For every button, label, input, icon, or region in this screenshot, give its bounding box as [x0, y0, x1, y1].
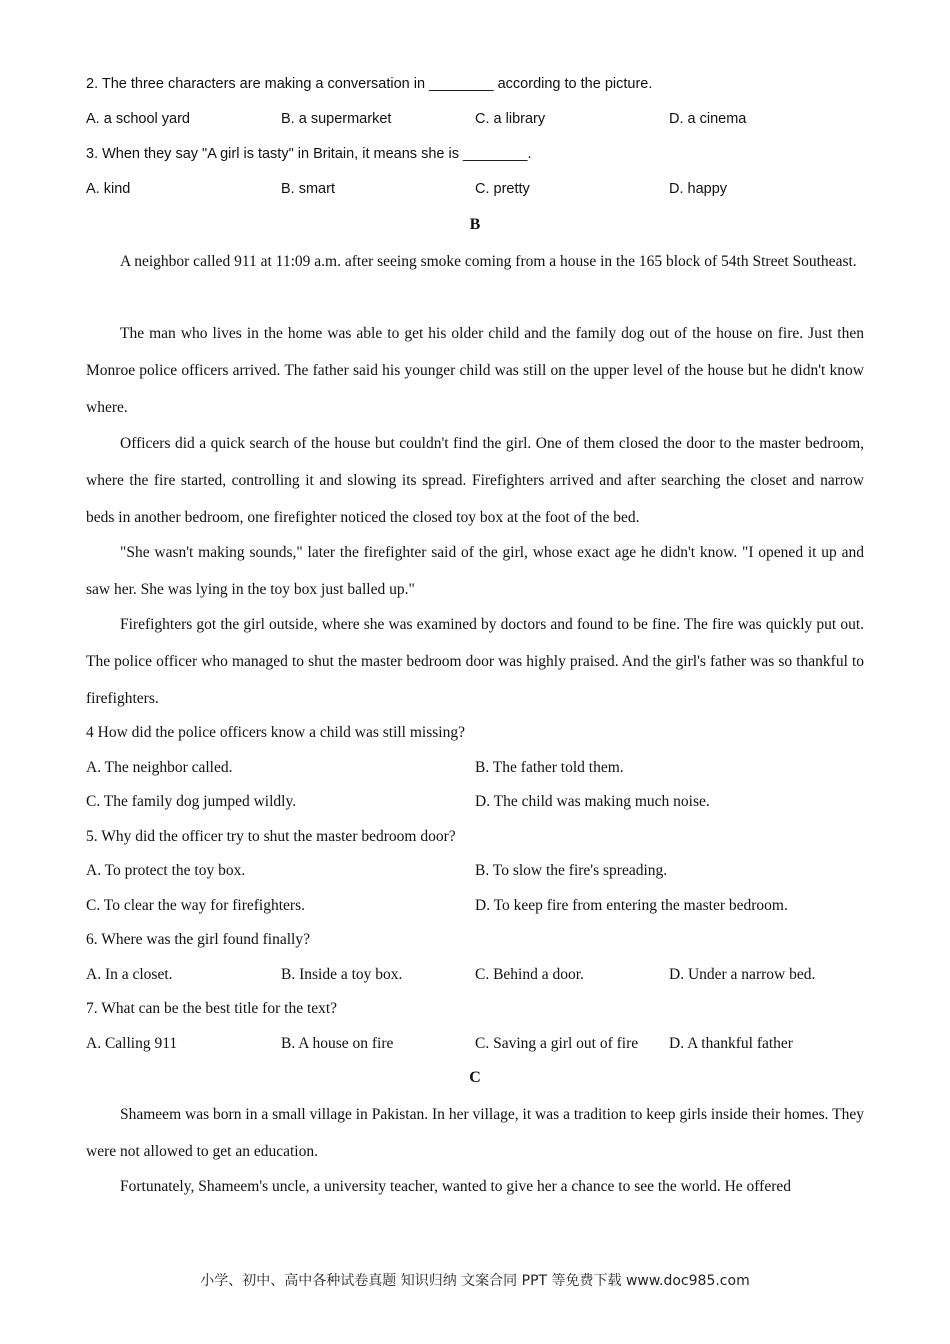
question-3-option-d: D. happy	[669, 181, 728, 197]
question-2-stem: 2. The three characters are making a conversation in ________ according to the picture.	[86, 76, 653, 92]
page-footer: 小学、初中、高中各种试卷真题 知识归纳 文案合同 PPT 等免费下载 www.doc985.com	[200, 1273, 750, 1289]
question-3-option-a: A. kind	[86, 181, 131, 197]
section-b-paragraph-4: "She wasn't making sounds," later the firefighter said of the girl, whose exact age he didn't know. "I opened it up and saw her. She was lying in the toy box just balled up."	[86, 544, 864, 598]
question-5-option-d: D. To keep fire from entering the master bedroom.	[475, 897, 788, 914]
section-c-paragraph-1: Shameem was born in a small village in Pakistan. In her village, it was a tradition to keep girls inside their homes. They were not allowed to get an education.	[86, 1106, 864, 1160]
question-6-stem: 6. Where was the girl found finally?	[86, 931, 310, 948]
section-b-paragraph-1: A neighbor called 911 at 11:09 a.m. after seeing smoke coming from a house in the 165 block of 54th Street Southeast.	[120, 253, 857, 270]
section-c-paragraph-2: Fortunately, Shameem's uncle, a university teacher, wanted to give her a chance to see the world. He offered	[120, 1178, 792, 1195]
question-2-option-a: A. a school yard	[86, 111, 190, 127]
section-c-heading: C	[469, 1069, 481, 1086]
question-4-stem: 4 How did the police officers know a child was still missing?	[86, 724, 465, 741]
question-7-option-c: C. Saving a girl out of fire	[475, 1035, 639, 1052]
question-6-option-d: D. Under a narrow bed.	[669, 966, 816, 983]
question-4-option-b: B. The father told them.	[475, 759, 624, 776]
question-4-option-c: C. The family dog jumped wildly.	[86, 793, 297, 810]
section-b-heading: B	[469, 216, 481, 233]
question-5-option-c: C. To clear the way for firefighters.	[86, 897, 305, 914]
section-b-paragraph-3: Officers did a quick search of the house but couldn't find the girl. One of them closed the door to the master bedroom, where the fire started, controlling it and slowing its spread. Firefighters arrived and after searching the closet and narrow beds in another bedroom, one firefighter noticed the closed toy box at the foot of the bed.	[86, 435, 864, 526]
question-5-option-a: A. To protect the toy box.	[86, 862, 246, 879]
question-4-option-d: D. The child was making much noise.	[475, 793, 710, 810]
question-6-option-a: A. In a closet.	[86, 966, 173, 983]
question-2-option-d: D. a cinema	[669, 111, 747, 127]
question-3-stem: 3. When they say "A girl is tasty" in Britain, it means she is ________.	[86, 146, 532, 162]
question-5-option-b: B. To slow the fire's spreading.	[475, 862, 668, 879]
question-2-option-c: C. a library	[475, 111, 546, 127]
question-5-stem: 5. Why did the officer try to shut the master bedroom door?	[86, 828, 456, 845]
question-6-option-c: C. Behind a door.	[475, 966, 584, 983]
question-2-option-b: B. a supermarket	[281, 111, 392, 127]
section-b-paragraph-5: Firefighters got the girl outside, where she was examined by doctors and found to be fine. The fire was quickly put out. The police officer who managed to shut the master bedroom door was highly praised. And the girl's father was so thankful to firefighters.	[86, 616, 864, 707]
question-7-option-d: D. A thankful father	[669, 1035, 793, 1052]
question-4-option-a: A. The neighbor called.	[86, 759, 233, 776]
question-7-option-b: B. A house on fire	[281, 1035, 394, 1052]
question-7-stem: 7. What can be the best title for the text?	[86, 1000, 338, 1017]
question-6-option-b: B. Inside a toy box.	[281, 966, 403, 983]
question-3-option-b: B. smart	[281, 181, 335, 197]
question-7-option-a: A. Calling 911	[86, 1035, 178, 1052]
section-b-paragraph-2: The man who lives in the home was able to get his older child and the family dog out of the house on fire. Just then Monroe police officers arrived. The father said his younger child was still on the upper level of the house but he didn't know where.	[86, 325, 864, 416]
question-3-option-c: C. pretty	[475, 181, 530, 197]
